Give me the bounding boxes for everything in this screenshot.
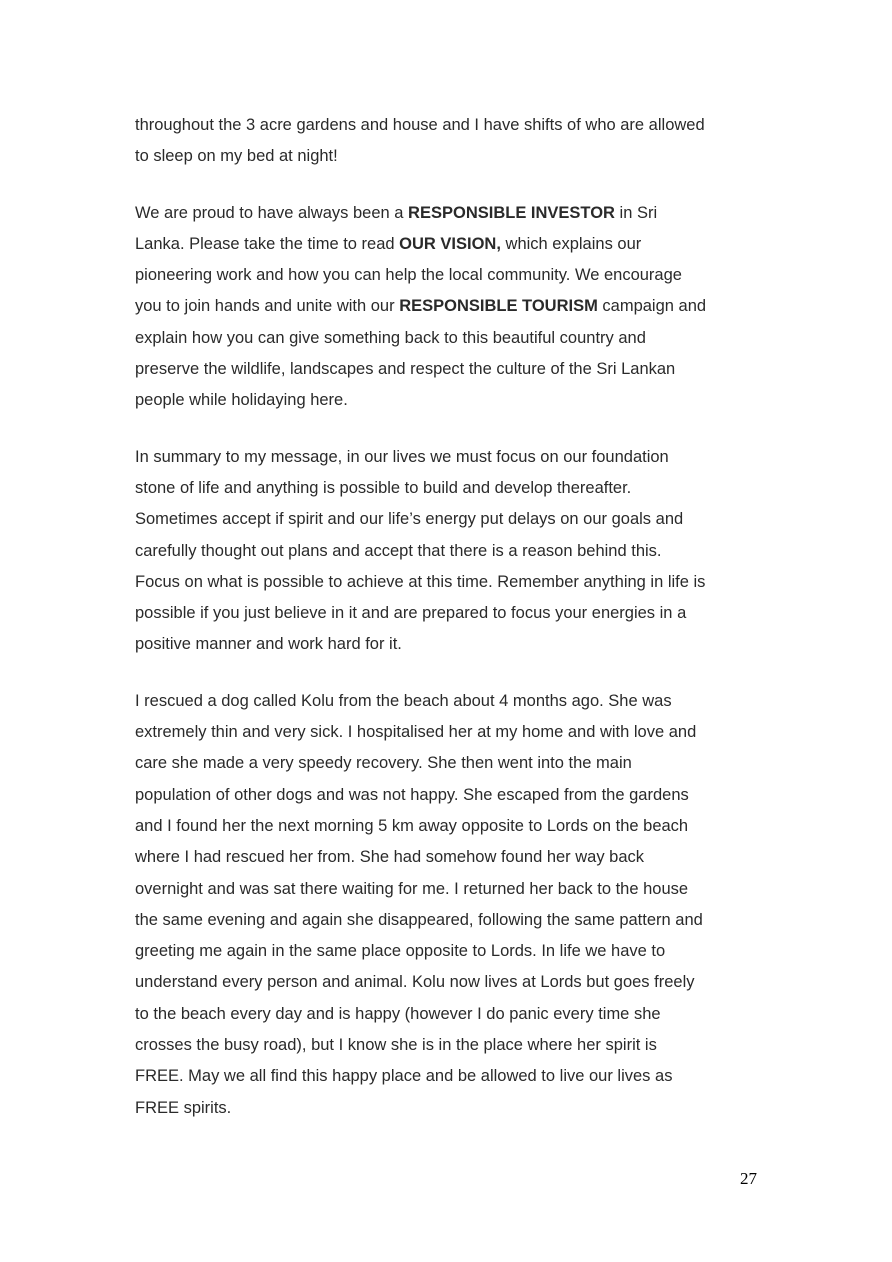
text-line: [135, 229, 760, 260]
text-line: [135, 629, 760, 660]
text-run: preserve the wildlife, landscapes and respect the culture of the Sri Lankan: [135, 360, 676, 379]
text-line: [135, 260, 760, 291]
text-line: [135, 748, 760, 779]
text-run: population of other dogs and was not happy. She escaped from the gardens: [135, 785, 689, 804]
text-line: [135, 385, 760, 416]
text-run: positive manner and work hard for it.: [135, 635, 402, 654]
text-run: the same evening and again she disappeared, following the same pattern and: [135, 910, 703, 929]
text-run: in Sri: [614, 203, 658, 222]
text-line: [135, 967, 760, 998]
paragraph: [135, 198, 760, 417]
text-run: carefully thought out plans and accept that there is a reason behind this.: [135, 541, 662, 560]
text-line: [135, 442, 760, 473]
text-run: greeting me again in the same place opposite to Lords. In life we have to: [135, 942, 666, 961]
text-run: possible if you just believe in it and are prepared to focus your energies in a: [135, 604, 687, 623]
text-line: [135, 141, 760, 172]
text-run: extremely thin and very sick. I hospitalised her at my home and with love and: [135, 723, 697, 742]
text-line: [135, 1093, 760, 1124]
text-run: overnight and was sat there waiting for me. I returned her back to the house: [135, 879, 689, 898]
text-run: We are proud to have always been a: [135, 203, 409, 222]
text-line: [135, 354, 760, 385]
text-line: [135, 1061, 760, 1092]
text-line: [135, 198, 760, 229]
text-line: [135, 598, 760, 629]
text-line: [135, 874, 760, 905]
text-line: [135, 1030, 760, 1061]
text-run: where I had rescued her from. She had somehow found her way back: [135, 848, 645, 867]
text-line: [135, 717, 760, 748]
text-run: campaign and: [597, 297, 707, 316]
page-number: 27: [740, 1169, 757, 1188]
text-run: people while holidaying here.: [135, 391, 348, 410]
text-line: [135, 323, 760, 354]
text-line: [135, 811, 760, 842]
text-line: [135, 780, 760, 811]
text-run: I rescued a dog called Kolu from the beach about 4 months ago. She was: [135, 691, 672, 710]
text-line: [135, 291, 760, 322]
text-line: [135, 504, 760, 535]
text-run: pioneering work and how you can help the local community. We encourage: [135, 266, 682, 285]
text-line: [135, 567, 760, 598]
text-run: explain how you can give something back to this beautiful country and: [135, 328, 646, 347]
text-run: FREE spirits.: [135, 1098, 232, 1117]
paragraph: [135, 110, 760, 173]
emphasized-term: RESPONSIBLE INVESTOR: [408, 203, 615, 222]
text-run: throughout the 3 acre gardens and house and I have shifts of who are allowed: [135, 116, 705, 134]
text-run: stone of life and anything is possible to build and develop thereafter.: [135, 478, 632, 497]
text-run: to the beach every day and is happy (however I do panic every time she: [135, 1004, 661, 1023]
text-run: FREE. May we all find this happy place and be allowed to live our lives as: [135, 1067, 673, 1086]
emphasized-term: OUR VISION,: [399, 234, 501, 253]
text-run: Sometimes accept if spirit and our life’s energy put delays on our goals and: [135, 510, 684, 529]
text-line: [135, 936, 760, 967]
text-run: Focus on what is possible to achieve at this time. Remember anything in life is: [135, 572, 706, 591]
text-run: Lanka. Please take the time to read: [135, 234, 400, 253]
text-line: [135, 536, 760, 567]
text-line: [135, 905, 760, 936]
paragraph: [135, 442, 760, 661]
text-run: crosses the busy road), but I know she is in the place where her spirit is: [135, 1036, 657, 1055]
text-run: In summary to my message, in our lives we must focus on our foundation: [135, 447, 669, 466]
emphasized-term: RESPONSIBLE TOURISM: [399, 297, 598, 316]
text-line: [135, 686, 760, 717]
body-text: [135, 110, 760, 1149]
text-run: which explains our: [500, 234, 642, 253]
text-line: [135, 473, 760, 504]
text-run: care she made a very speedy recovery. She then went into the main: [135, 754, 632, 773]
text-run: you to join hands and unite with our: [135, 297, 400, 316]
text-run: understand every person and animal. Kolu now lives at Lords but goes freely: [135, 973, 695, 992]
paragraph: [135, 686, 760, 1124]
text-line: [135, 110, 760, 141]
text-line: [135, 842, 760, 873]
text-line: [135, 999, 760, 1030]
text-run: and I found her the next morning 5 km away opposite to Lords on the beach: [135, 816, 689, 835]
text-run: to sleep on my bed at night!: [135, 147, 338, 166]
